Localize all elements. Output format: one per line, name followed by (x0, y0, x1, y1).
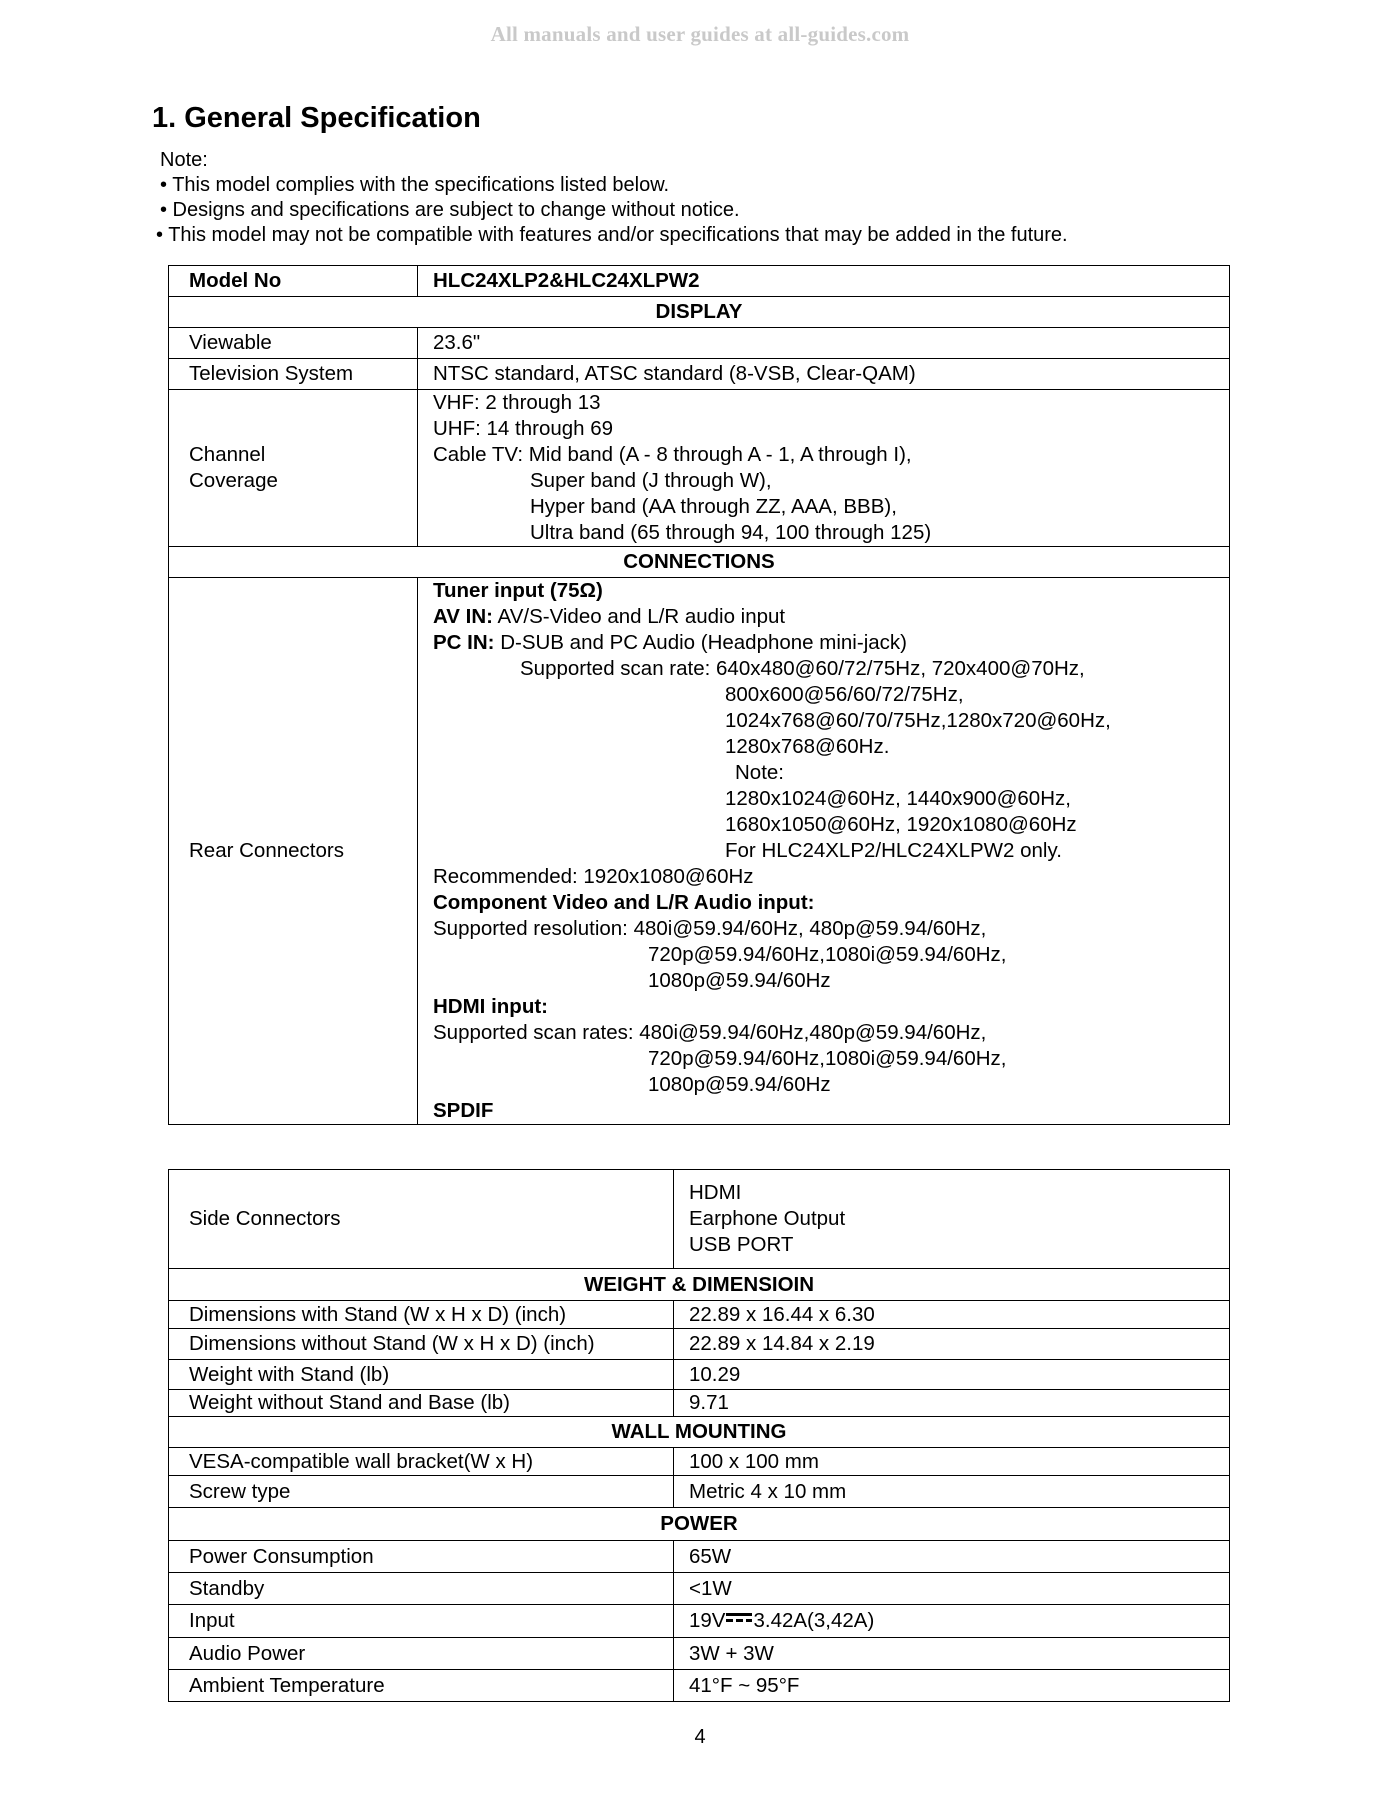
weight-value: 22.89 x 14.84 x 2.19 (674, 1329, 1230, 1360)
table-row (169, 1541, 1230, 1573)
input-current: 3.42A(3,42A) (753, 1609, 875, 1632)
hdmi-line: Supported scan rates: 480i@59.94/60Hz,480p@59.94/60Hz, (433, 1021, 987, 1044)
component-line: 1080p@59.94/60Hz (648, 969, 831, 992)
hdmi-label: HDMI input: (433, 995, 548, 1018)
table-row (169, 1476, 1230, 1508)
wall-label: Screw type (169, 1476, 674, 1508)
input-voltage: 19V (689, 1609, 726, 1632)
scan-note-line: 1680x1050@60Hz, 1920x1080@60Hz (725, 813, 1077, 836)
wall-label: VESA-compatible wall bracket(W x H) (169, 1448, 674, 1476)
component-label: Component Video and L/R Audio input: (433, 891, 815, 914)
section-row (169, 1269, 1230, 1301)
weight-label: Weight without Stand and Base (lb) (169, 1390, 674, 1417)
table-row (169, 1301, 1230, 1329)
page-number: 4 (694, 1726, 706, 1748)
weight-label: Weight with Stand (lb) (169, 1360, 674, 1390)
channel-value (418, 390, 1230, 547)
spdif-label: SPDIF (433, 1099, 494, 1122)
model-value: HLC24XLP2&HLC24XLPW2 (418, 266, 1230, 297)
component-line: Supported resolution: 480i@59.94/60Hz, 480p@59.94/60Hz, (433, 917, 987, 940)
table-row (169, 1390, 1230, 1417)
model-label: Model No (169, 266, 418, 297)
channel-line: Cable TV: Mid band (A - 8 through A - 1, A through I), (433, 443, 912, 466)
wall-value: 100 x 100 mm (674, 1448, 1230, 1476)
table-row (169, 266, 1230, 297)
weight-value: 22.89 x 16.44 x 6.30 (674, 1301, 1230, 1329)
weight-value: 10.29 (674, 1360, 1230, 1390)
table-row (169, 1573, 1230, 1605)
component-line: 720p@59.94/60Hz,1080i@59.94/60Hz, (648, 943, 1007, 966)
scan-rate-line: 800x600@56/60/72/75Hz, (725, 683, 964, 706)
section-header-display: DISPLAY (169, 297, 1230, 328)
wall-value: Metric 4 x 10 mm (674, 1476, 1230, 1508)
table-row (169, 1670, 1230, 1702)
av-in-label: AV IN: (433, 605, 493, 628)
tuner-input: Tuner input (75Ω) (433, 579, 603, 602)
power-value: 65W (674, 1541, 1230, 1573)
tv-system-value: NTSC standard, ATSC standard (8-VSB, Clear-QAM) (418, 359, 1230, 390)
table-row (169, 1170, 1230, 1269)
tv-system-label: Television System (169, 359, 418, 390)
side-connectors-value (674, 1170, 1230, 1269)
side-connector-item: HDMI (689, 1181, 742, 1204)
input-label: Input (169, 1605, 674, 1638)
power-value: <1W (674, 1573, 1230, 1605)
pc-in-value: D-SUB and PC Audio (Headphone mini-jack) (494, 631, 907, 654)
page-title: 1. General Specification (152, 102, 481, 134)
side-connector-item: USB PORT (689, 1233, 794, 1256)
section-header-connections: CONNECTIONS (169, 547, 1230, 578)
note-item: • This model may not be compatible with features and/or specifications that may be added in the future. (156, 224, 1068, 246)
section-row (169, 1417, 1230, 1448)
table-row (169, 1605, 1230, 1638)
table-row (169, 1638, 1230, 1670)
pc-in-label: PC IN: (433, 631, 495, 654)
section-row (169, 547, 1230, 578)
note-item: • Designs and specifications are subject to change without notice. (160, 199, 740, 221)
channel-line: VHF: 2 through 13 (433, 391, 601, 414)
table-row (169, 328, 1230, 359)
scan-rate-line: Supported scan rate: 640x480@60/72/75Hz, 720x400@70Hz, (520, 657, 1085, 680)
section-row (169, 1508, 1230, 1541)
note-item: • This model complies with the specifications listed below. (160, 174, 670, 196)
table-row (169, 1329, 1230, 1360)
channel-label-line: Coverage (189, 469, 278, 492)
av-in-value: AV/S-Video and L/R audio input (492, 605, 786, 628)
pc-in-line (433, 630, 1215, 656)
scan-rate-line: 1280x768@60Hz. (725, 735, 890, 758)
power-label: Audio Power (169, 1638, 674, 1670)
spec-table-display-connections (168, 265, 1230, 1125)
weight-label: Dimensions with Stand (W x H x D) (inch) (169, 1301, 674, 1329)
power-value: 3W + 3W (674, 1638, 1230, 1670)
channel-line: Super band (J through W), (530, 469, 772, 492)
power-label: Power Consumption (169, 1541, 674, 1573)
section-header-power: POWER (169, 1508, 1230, 1541)
notes (156, 148, 1240, 248)
rear-connectors-value (418, 578, 1230, 1125)
table-row (169, 1360, 1230, 1390)
av-in-line (433, 604, 1215, 630)
watermark: All manuals and user guides at all-guides.com (490, 22, 910, 46)
viewable-value: 23.6" (418, 328, 1230, 359)
scan-note-line: For HLC24XLP2/HLC24XLPW2 only. (725, 839, 1062, 862)
channel-line: Hyper band (AA through ZZ, AAA, BBB), (530, 495, 897, 518)
channel-label (169, 390, 418, 547)
dc-symbol-icon (726, 1613, 752, 1623)
hdmi-line: 720p@59.94/60Hz,1080i@59.94/60Hz, (648, 1047, 1007, 1070)
input-value (674, 1605, 1230, 1638)
channel-label-line: Channel (189, 443, 266, 466)
scan-note-line: 1280x1024@60Hz, 1440x900@60Hz, (725, 787, 1071, 810)
recommended-line: Recommended: 1920x1080@60Hz (433, 865, 754, 888)
table-row (169, 1448, 1230, 1476)
section-row (169, 297, 1230, 328)
table-row (169, 359, 1230, 390)
spec-table-side-weight-power (168, 1169, 1230, 1702)
power-label: Standby (169, 1573, 674, 1605)
rear-connectors-label: Rear Connectors (169, 578, 418, 1125)
scan-rate-line: 1024x768@60/70/75Hz,1280x720@60Hz, (725, 709, 1111, 732)
table-row (169, 578, 1230, 1125)
notes-label: Note: (160, 149, 208, 171)
table-row (169, 390, 1230, 547)
viewable-label: Viewable (169, 328, 418, 359)
power-label: Ambient Temperature (169, 1670, 674, 1702)
channel-line: UHF: 14 through 69 (433, 417, 614, 440)
weight-label: Dimensions without Stand (W x H x D) (inch) (169, 1329, 674, 1360)
power-value: 41°F ~ 95°F (674, 1670, 1230, 1702)
hdmi-line: 1080p@59.94/60Hz (648, 1073, 831, 1096)
weight-value: 9.71 (674, 1390, 1230, 1417)
scan-note: Note: (735, 761, 784, 784)
section-header-weight: WEIGHT & DIMENSIOIN (169, 1269, 1230, 1301)
channel-line: Ultra band (65 through 94, 100 through 125) (530, 521, 932, 544)
side-connector-item: Earphone Output (689, 1207, 846, 1230)
side-connectors-label: Side Connectors (169, 1170, 674, 1269)
section-header-wall-mounting: WALL MOUNTING (169, 1417, 1230, 1448)
